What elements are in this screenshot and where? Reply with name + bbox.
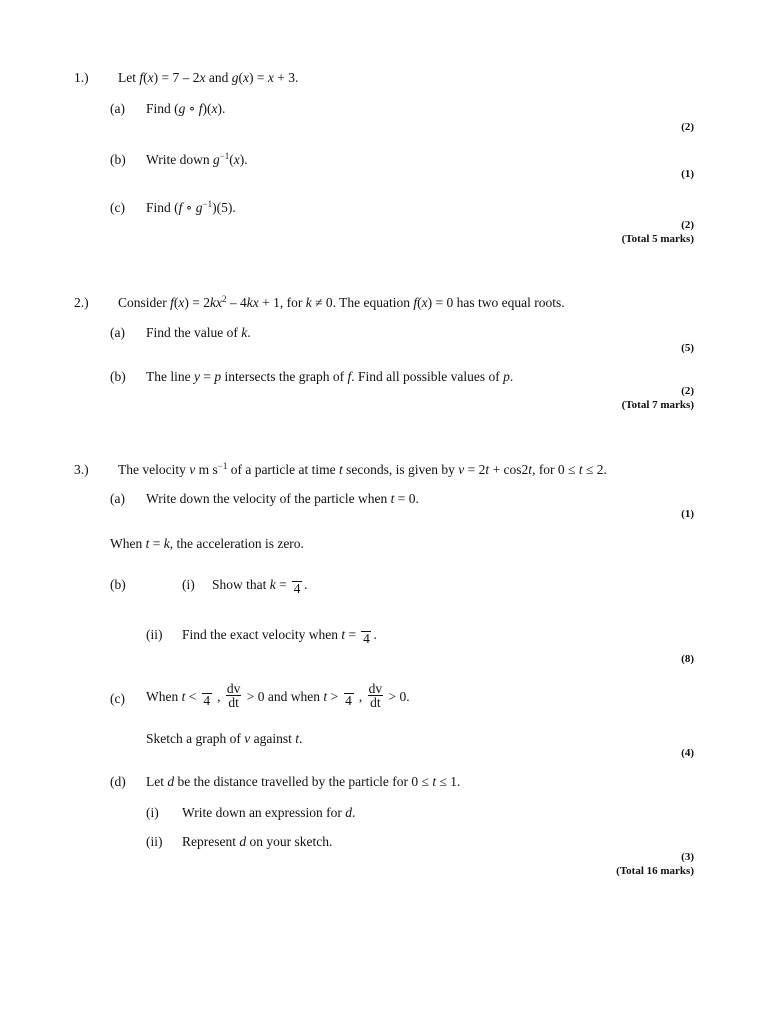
q2a-label: (a) [110, 325, 125, 340]
q3a-label: (a) [110, 491, 125, 506]
q1a-label: (a) [110, 101, 125, 116]
fraction-4: 4 [361, 622, 371, 645]
q3d-marks: (3) [681, 851, 694, 863]
q1b-label: (b) [110, 152, 126, 167]
q3-number: 3.) [74, 462, 89, 477]
q3b-marks: (8) [681, 653, 694, 665]
q2b-label: (b) [110, 369, 126, 384]
q1c-label: (c) [110, 200, 125, 215]
q3c-sketch-text: Sketch a graph of v against t. [146, 731, 303, 746]
q3d-i-text: Write down an expression for d. [182, 805, 356, 820]
q1b-marks: (1) [681, 168, 694, 180]
q1-total: (Total 5 marks) [621, 233, 694, 245]
q3-total: (Total 16 marks) [616, 865, 694, 877]
q2-total: (Total 7 marks) [621, 399, 694, 411]
q3b-i-text: Show that k = 4 . [212, 572, 308, 598]
q3d-label: (d) [110, 774, 126, 789]
q2-number: 2.) [74, 295, 89, 310]
derivative-dv-dt: $\frac{dv}{dt}$ [368, 680, 383, 710]
q1-number: 1.) [74, 70, 89, 85]
q1b-text: Write down $g^{-1}(x)$. [146, 151, 248, 167]
q3d-ii-label: (ii) [146, 834, 163, 849]
q3b-ii-label: (ii) [146, 627, 163, 642]
q3b-label: (b) [110, 577, 126, 592]
q1a-text: Find (g ∘ f)(x). [146, 101, 226, 116]
q1c-text: Find (f ∘ $g^{-1})(5)$. [146, 199, 236, 215]
q3b-i-label: (i) [182, 577, 195, 592]
q3c-label: (c) [110, 691, 125, 706]
q2a-text: Find the value of k. [146, 325, 251, 340]
fraction-4: 4 [292, 572, 302, 595]
q3d-text: Let d be the distance travelled by the particle for 0 ≤ t ≤ 1. [146, 774, 461, 789]
q3c-marks: (4) [681, 747, 694, 759]
q3d-ii-text: Represent d on your sketch. [182, 834, 333, 849]
q1-stem: Let f(x) = 7 – 2x and g(x) = x + 3. [118, 70, 299, 85]
q3c-text: When t < 4 , $\frac{dv}{dt}$ > 0 and when t > 4 , $\frac{dv}{dt}$ > 0. [146, 680, 410, 710]
q2-stem: Consider $f(x) = 2kx^2 - 4kx + 1$, for k ≠ 0. The equation f(x) = 0 has two equal roots. [118, 294, 565, 310]
q3-stem: The velocity v m $s^{-1}$ of a particle at time t seconds, is given by v = 2t + cos2t, for 0 ≤ t ≤ 2. [118, 461, 607, 477]
fraction-4: 4 [344, 684, 354, 707]
derivative-dv-dt: $\frac{dv}{dt}$ [226, 680, 241, 710]
q3b-ii-text: Find the exact velocity when t = 4 . [182, 622, 377, 648]
q3d-i-label: (i) [146, 805, 159, 820]
q3-when-text: When t = k, the acceleration is zero. [110, 536, 304, 551]
q1a-marks: (2) [681, 121, 694, 133]
q2a-marks: (5) [681, 342, 694, 354]
q3a-marks: (1) [681, 508, 694, 520]
q1c-marks: (2) [681, 219, 694, 231]
q3a-text: Write down the velocity of the particle when t = 0. [146, 491, 419, 506]
q2b-text: The line y = p intersects the graph of f. Find all possible values of p. [146, 369, 514, 384]
q2b-marks: (2) [681, 385, 694, 397]
fraction-4: 4 [202, 684, 212, 707]
